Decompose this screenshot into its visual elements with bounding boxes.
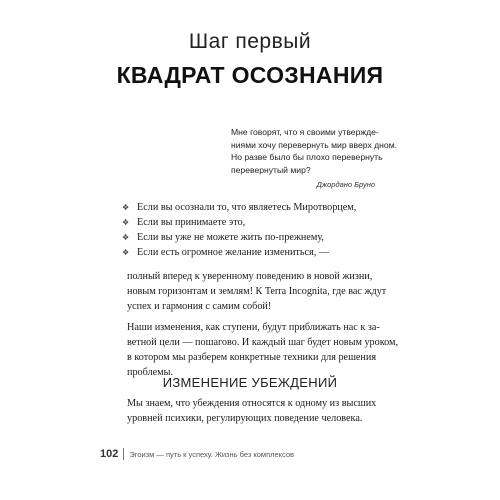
paragraph-line: Наши изменения, как ступени, будут приближать нас к за-	[127, 322, 380, 333]
epigraph-author: Джордано Бруно	[316, 180, 375, 189]
section-paragraph	[127, 396, 377, 426]
paragraph-line: в котором мы разберем конкретные техники для решения	[127, 352, 377, 363]
diamond-bullet-icon: ❖	[122, 233, 130, 242]
bullet-list	[122, 200, 382, 260]
chapter-title: КВАДРАТ ОСОЗНАНИЯ	[116, 62, 384, 88]
paragraph-line: проблемы.	[127, 367, 174, 378]
bullet-text: Если вы принимаете это,	[137, 217, 246, 228]
page-number: 102	[100, 448, 119, 460]
paragraph	[127, 269, 387, 314]
bullet-item	[122, 230, 382, 245]
bullet-text: Если вы осознали то, что являетесь Миротворцем,	[137, 202, 357, 213]
step-title: Шаг первый	[188, 30, 312, 53]
bullet-item	[122, 215, 382, 230]
epigraph-line: Мне говорят, что я своими утвержде-	[231, 127, 379, 137]
paragraph-line: полный вперед к уверенному поведению в новой жизни,	[127, 271, 373, 282]
section-heading: ИЗМЕНЕНИЕ УБЕЖДЕНИЙ	[162, 375, 338, 390]
running-title: Эгоизм — путь к успеху. Жизнь без комплексов	[129, 449, 295, 459]
bullet-item	[122, 245, 382, 260]
epigraph-line: Но разве было бы плохо перевернуть	[231, 152, 383, 163]
paragraph-line: Мы знаем, что убеждения относятся к одному из высших	[127, 398, 377, 409]
paragraph-line: уровней психики, регулирующих поведение человека.	[127, 413, 363, 424]
page-footer	[100, 448, 294, 460]
paragraph	[127, 320, 399, 380]
footer-divider	[123, 448, 124, 460]
bullet-item	[122, 200, 382, 215]
bullet-text: Если вы уже не можете жить по-прежнему,	[137, 232, 324, 243]
epigraph	[231, 126, 398, 176]
epigraph-line: ниями хочу перевернуть мир вверх дном.	[231, 139, 398, 150]
bullet-text: Если есть огромное желание измениться, —	[137, 247, 330, 258]
paragraph-line: ветной цели — пошагово. И каждый шаг будет новым уроком,	[127, 337, 399, 348]
diamond-bullet-icon: ❖	[122, 248, 130, 257]
paragraph-line: успех и гармония с самим собой!	[127, 301, 272, 312]
diamond-bullet-icon: ❖	[122, 203, 130, 212]
epigraph-line: перевернутый мир?	[231, 164, 311, 175]
paragraph-line: новым горизонтам и землям! К Terra Incognita, где вас ждут	[127, 286, 387, 297]
diamond-bullet-icon: ❖	[122, 218, 130, 227]
